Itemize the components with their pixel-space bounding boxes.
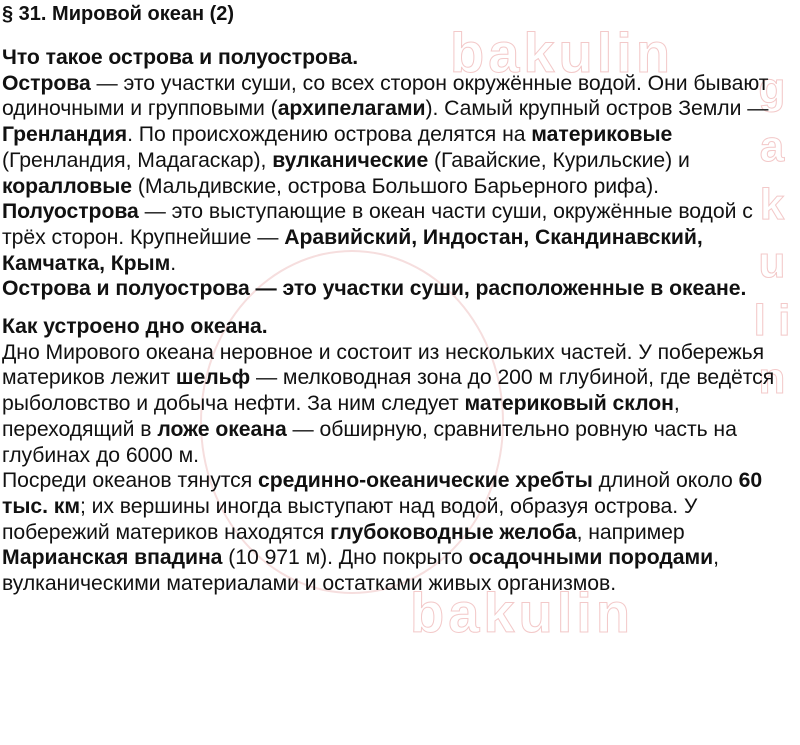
section-islands [2, 45, 798, 302]
watermark-text: bakulin [450, 21, 675, 84]
watermark-text-lower: bakulin [410, 581, 635, 644]
section-title: Что такое острова и полуострова. [2, 46, 359, 69]
paragraph-floor-parts: Дно Мирового океана неровное и состоит из нескольких частей. У побережья материков лежит шельф — мелководная зона до 200 м глубиной, где ведётся рыболовство и добыча нефти. За ним следует материковый склон, переходящий в ложе океана — обширную, сравнительно ровную часть на глубинах до 6000 м. [2, 340, 775, 467]
paragraph-islands: Острова — это участки суши, со всех сторон окружённые водой. Они бывают одиночными и групповыми (архипелагами). Самый крупный остров Земли — Гренландия. По происхождению острова делятся на материковые (Гренландия, Мадагаскар), вулканические (Гавайские, Курильские) и коралловые (Мальдивские, острова Большого Барьерного рифа). [2, 71, 769, 198]
paragraph-ridges: Посреди океанов тянутся срединно-океанические хребты длиной около 60 тыс. км; их вершины иногда выступают над водой, образуя острова. У побережий материков находятся глубоководные желоба, например Марианская впадина (10 971 м). Дно покрыто осадочными породами, вулканическими материалами и остатками живых организмов. [2, 469, 763, 596]
section-ocean-floor [2, 314, 798, 597]
page-title: § 31. Мировой океан (2) [2, 3, 235, 25]
watermark-vertical-text: g a k u l i n [753, 64, 791, 403]
document [2, 1, 798, 597]
conclusion: Острова и полуострова — это участки суши, расположенные в океане. [2, 277, 747, 301]
section-title: Как устроено дно океана. [2, 315, 268, 339]
paragraph-peninsulas: Полуострова — это выступающие в океан части суши, окружённые водой с трёх сторон. Крупнейшие — Аравийский, Индостан, Скандинавский, Камчатка, Крым. [2, 200, 753, 275]
